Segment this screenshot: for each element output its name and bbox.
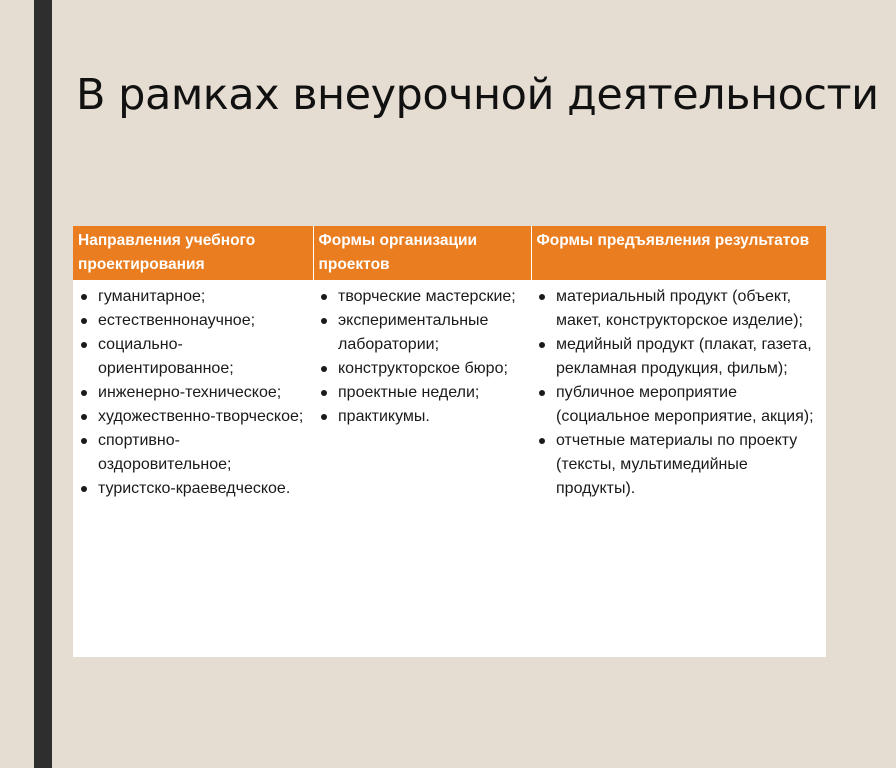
list-item-text: спортивно-оздоровительное; bbox=[98, 432, 232, 473]
bullet-icon bbox=[539, 342, 545, 348]
organization-forms-cell bbox=[313, 280, 531, 501]
list-item-text: экспериментальные лаборатории; bbox=[338, 312, 489, 353]
list-item bbox=[77, 333, 311, 381]
list-item bbox=[77, 405, 311, 429]
left-accent-bar bbox=[34, 0, 52, 768]
bullet-icon bbox=[321, 414, 327, 420]
list-item-text: проектные недели; bbox=[338, 384, 480, 401]
bullet-icon bbox=[81, 294, 87, 300]
organization-forms-list bbox=[317, 285, 529, 429]
list-item bbox=[535, 333, 824, 381]
list-item bbox=[535, 285, 824, 333]
header-organization-forms: Формы организации проектов bbox=[313, 226, 531, 280]
header-directions: Направления учебного проектирования bbox=[73, 226, 313, 280]
list-item-text: естественнонаучное; bbox=[98, 312, 256, 329]
list-item bbox=[535, 429, 824, 501]
list-item-text: творческие мастерские; bbox=[338, 288, 516, 305]
bullet-icon bbox=[81, 390, 87, 396]
list-item bbox=[317, 405, 529, 429]
list-item-text: конструкторское бюро; bbox=[338, 360, 508, 377]
list-item bbox=[77, 381, 311, 405]
list-item bbox=[317, 309, 529, 357]
list-item-text: туристско-краеведческое. bbox=[98, 480, 291, 497]
list-item bbox=[77, 309, 311, 333]
bullet-icon bbox=[81, 414, 87, 420]
list-item bbox=[317, 357, 529, 381]
list-item-text: инженерно-техническое; bbox=[98, 384, 282, 401]
bullet-icon bbox=[539, 438, 545, 444]
content-table bbox=[73, 226, 826, 501]
bullet-icon bbox=[539, 294, 545, 300]
table-row bbox=[73, 280, 826, 501]
list-item bbox=[77, 477, 311, 501]
list-item bbox=[317, 285, 529, 309]
content-table-container bbox=[73, 226, 826, 657]
list-item-text: социально-ориентированное; bbox=[98, 336, 234, 377]
bullet-icon bbox=[81, 318, 87, 324]
bullet-icon bbox=[321, 366, 327, 372]
table-header-row bbox=[73, 226, 826, 280]
result-forms-list bbox=[535, 285, 824, 501]
list-item-text: гуманитарное; bbox=[98, 288, 206, 305]
bullet-icon bbox=[81, 342, 87, 348]
slide-title: В рамках внеурочной деятельности bbox=[76, 70, 879, 120]
bullet-icon bbox=[321, 390, 327, 396]
list-item bbox=[535, 381, 824, 429]
directions-cell bbox=[73, 280, 313, 501]
bullet-icon bbox=[321, 318, 327, 324]
result-forms-cell bbox=[531, 280, 826, 501]
list-item bbox=[317, 381, 529, 405]
header-result-forms: Формы предъявления результатов bbox=[531, 226, 826, 280]
list-item-text: публичное мероприятие (социальное мероприятие, акция); bbox=[556, 384, 814, 425]
list-item-text: практикумы. bbox=[338, 408, 430, 425]
list-item bbox=[77, 285, 311, 309]
bullet-icon bbox=[539, 390, 545, 396]
bullet-icon bbox=[81, 486, 87, 492]
bullet-icon bbox=[81, 438, 87, 444]
list-item-text: отчетные материалы по проекту (тексты, мультимедийные продукты). bbox=[556, 432, 798, 497]
list-item-text: художественно-творческое; bbox=[98, 408, 304, 425]
directions-list bbox=[77, 285, 311, 501]
list-item bbox=[77, 429, 311, 477]
list-item-text: медийный продукт (плакат, газета, рекламная продукция, фильм); bbox=[556, 336, 812, 377]
bullet-icon bbox=[321, 294, 327, 300]
list-item-text: материальный продукт (объект, макет, конструкторское изделие); bbox=[556, 288, 803, 329]
